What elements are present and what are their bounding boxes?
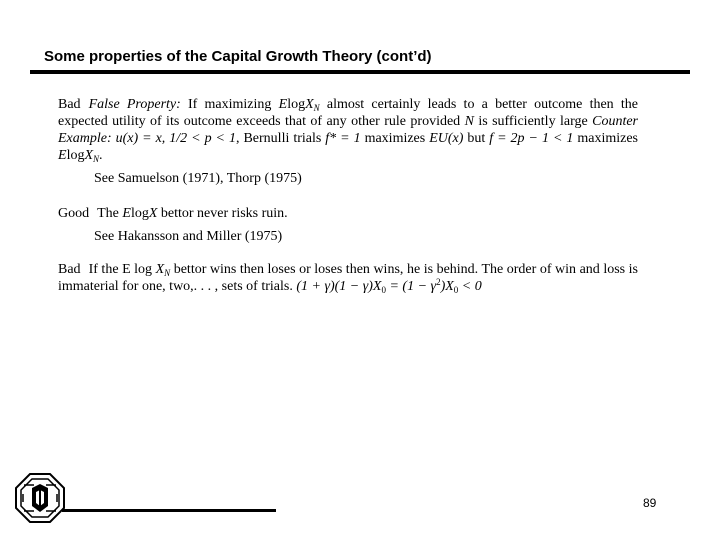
property-item-2: [58, 205, 638, 245]
property-text-1: Bad False Property: If maximizing ElogX$_N$ almost certainly leads to a better outcome then the expected utility of its outcome exceeds that of any other rule provided N is sufficiently large Counter Example: u(x) = x, 1/2 < p < 1, Bernulli trials f* = 1 maximizes EU(x) but f = 2p − 1 < 1 maximizes ElogX$_N$.: [58, 97, 639, 164]
octagon-seal-icon: [14, 472, 66, 524]
property-text-2: Good The ElogX bettor never risks ruin.: [58, 206, 288, 221]
reference-citation: See Hakansson and Miller (1975): [94, 229, 283, 244]
property-item-3: [58, 261, 638, 295]
property-label: Bad: [58, 262, 81, 277]
title-divider: [30, 70, 690, 74]
page-number: 89: [643, 496, 657, 510]
slide-title: Some properties of the Capital Growth Theory (cont’d): [44, 48, 432, 65]
property-label: Good: [58, 206, 90, 221]
property-label: Bad: [58, 97, 81, 112]
footer-divider: [62, 509, 276, 512]
property-text-3: Bad If the E $\log X_N$ bettor wins then loses or loses then wins, he is behind. The order of win and loss is immaterial for one, two,. . . , sets of trials. $(1 + \gamma)(1 - \gamma)X_0 = (1 - \gamma^2)X_0 < 0$: [58, 262, 638, 295]
reference-citation: See Samuelson (1971), Thorp (1975): [94, 171, 302, 186]
property-item-1: [58, 96, 638, 187]
